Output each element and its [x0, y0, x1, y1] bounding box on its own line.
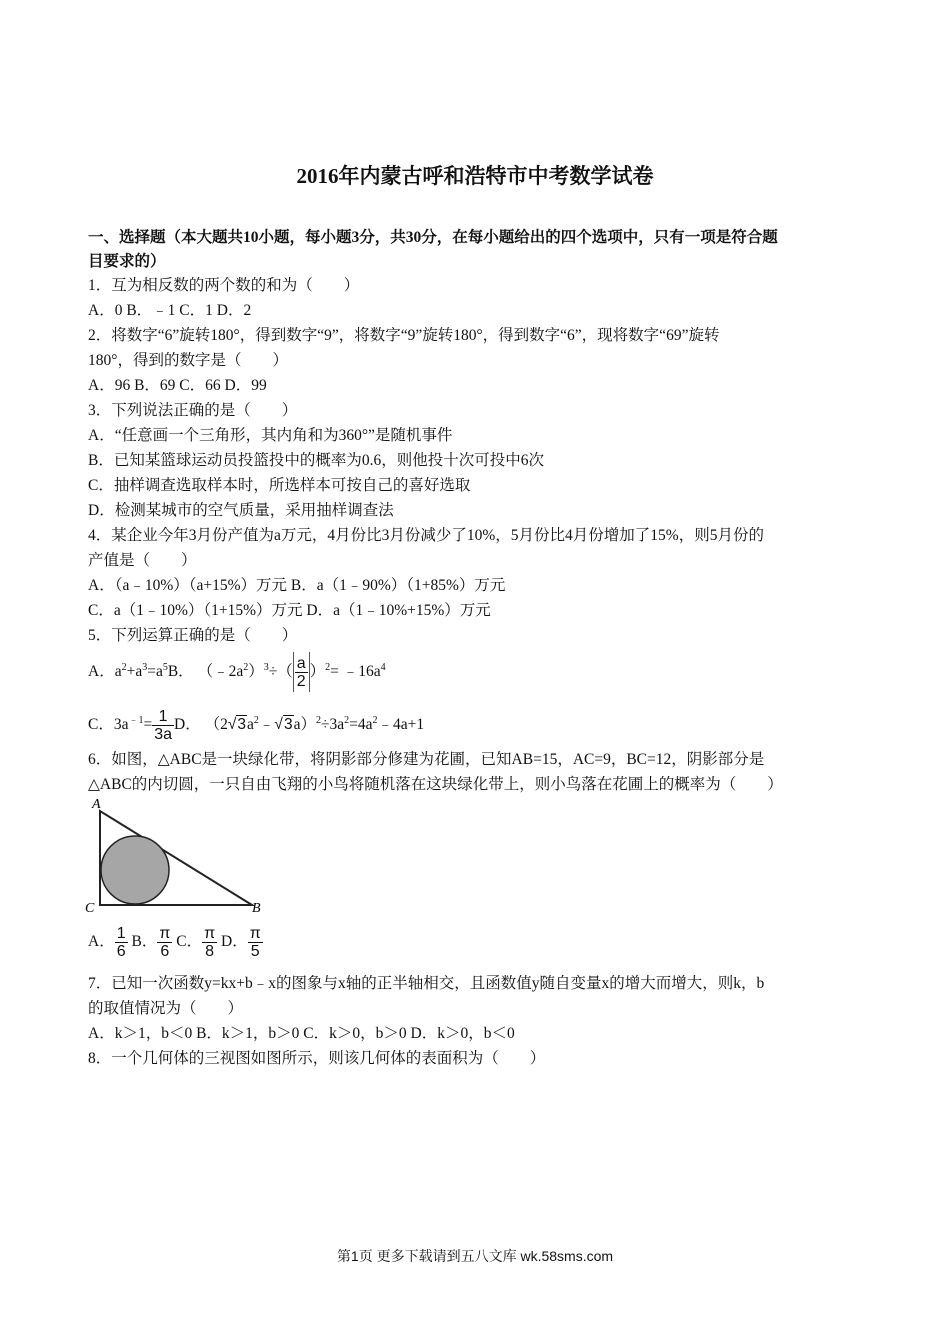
q7-options: A．k＞1，b＜0 B．k＞1，b＞0 C．k＞0，b＞0 D．k＞0，b＜0 [88, 1025, 515, 1042]
q6-fraction-a: $\frac{1}{6}$ [116, 924, 126, 960]
sqrt-icon: √3 [274, 716, 293, 733]
q5-stem: 5．下列运算正确的是（ ） [88, 627, 298, 644]
q6-stem-line1: 6．如图，△ABC是一块绿化带，将阴影部分修建为花圃，已知AB=15，AC=9，BC=12，阴影部分是 [88, 751, 765, 768]
q5-c-label: C． [88, 716, 114, 733]
q5-b-label: B． [167, 663, 194, 680]
sqrt-icon: √3 [227, 716, 247, 733]
q3-option-c: C．抽样调查选取样本时，所选样本可按自己的喜好选取 [88, 477, 471, 494]
q4-options-cd: C．a（1﹣10%）（1+15%）万元 D．a（1﹣10%+15%）万元 [88, 602, 491, 619]
vertex-label-c: C [85, 901, 95, 916]
q5-b-result: = ﹣16a [330, 663, 381, 680]
vertex-label-a: A [92, 797, 101, 812]
q4-stem-line2: 产值是（ ） [88, 552, 197, 569]
triangle-incircle-figure [82, 796, 272, 920]
q6-stem-line2: △ABC的内切圆，一只自由飞翔的小鸟将随机落在这块绿化带上，则小鸟落在花圃上的概率为（ ） [88, 776, 783, 793]
q2-stem-line1: 2．将数字“6”旋转180°，得到数字“9”，将数字“9”旋转180°，得到数字“6”，现将数字“69”旋转 [88, 327, 720, 344]
q5-d-label: D． [174, 716, 201, 733]
q7-stem-line1: 7．已知一次函数y=kx+b﹣x的图象与x轴的正半轴相交，且函数值y随自变量x的增大而增大，则k，b [88, 975, 765, 992]
q6-fraction-b: $\frac{\pi}{6}$ [159, 924, 171, 960]
q7-stem-line2: 的取值情况为（ ） [88, 1000, 244, 1017]
q3-option-b: B．已知某篮球运动员投篮投中的概率为0.6，则他投十次可投中6次 [88, 452, 544, 469]
q5-options-cd: C．$3a^{﹣1}=$ $\frac{1}{3a}$ D． $(2√3a^2﹣√3a)^2\div 3a^2=4a^2﹣4a+1$ [88, 701, 424, 745]
q8-stem: 8．一个几何体的三视图如图所示，则该几何体的表面积为（ ） [88, 1050, 546, 1067]
q3-stem: 3．下列说法正确的是（ ） [88, 402, 298, 419]
q6-fraction-d: $\frac{\pi}{5}$ [249, 924, 261, 960]
q3-option-d: D．检测某城市的空气质量，采用抽样调查法 [88, 502, 394, 519]
q5-fraction-a-over-2: $\frac{a}{2}$ [296, 654, 306, 690]
q5-options-ab: A．$a^2+a^3=a^5B$． $(﹣2a^2)^3\div$（ $\frac{a}{2}$ ）$^2= ﹣16a^4$ [88, 648, 386, 692]
incircle [101, 836, 169, 904]
q6-fraction-c: $\frac{\pi}{8}$ [204, 924, 216, 960]
section-heading-line2: 目要求的） [88, 253, 166, 270]
q6-options: A． $\frac{1}{6}$ B． $\frac{\pi}{6}$ C． $\frac{\pi}{8}$ D． $\frac{\pi}{5}$ [88, 924, 261, 960]
page-title: 2016年内蒙古呼和浩特市中考数学试卷 [296, 164, 654, 188]
q1-options: A．0 B．﹣1 C．1 D．2 [88, 302, 252, 319]
page-footer: 第1页 更多下载请到五八文库 wk.58sms.com [336, 1248, 614, 1264]
section-heading-line1: 一、选择题（本大题共10小题，每小题3分，共30分，在每小题给出的四个选项中，只有一项是符合题 [88, 229, 778, 246]
q4-options-ab: A．（a﹣10%）（a+15%）万元 B．a（1﹣90%）（1+85%）万元 [88, 577, 506, 594]
q3-option-a: A．“任意画一个三角形，其内角和为360°”是随机事件 [88, 427, 453, 444]
q5-a-label: A． [88, 663, 115, 680]
q2-options: A．96 B．69 C．66 D．99 [88, 377, 267, 394]
q1-stem: 1．互为相反数的两个数的和为（ ） [88, 277, 360, 294]
q4-stem-line1: 4．某企业今年3月份产值为a万元，4月份比3月份减少了10%，5月份比4月份增加了15%，则5月份的 [88, 527, 764, 544]
q2-stem-line2: 180°，得到的数字是（ ） [88, 352, 288, 369]
q5-fraction-1-over-3a: $\frac{1}{3a}$ [154, 707, 173, 743]
vertex-label-b: B [252, 901, 261, 916]
